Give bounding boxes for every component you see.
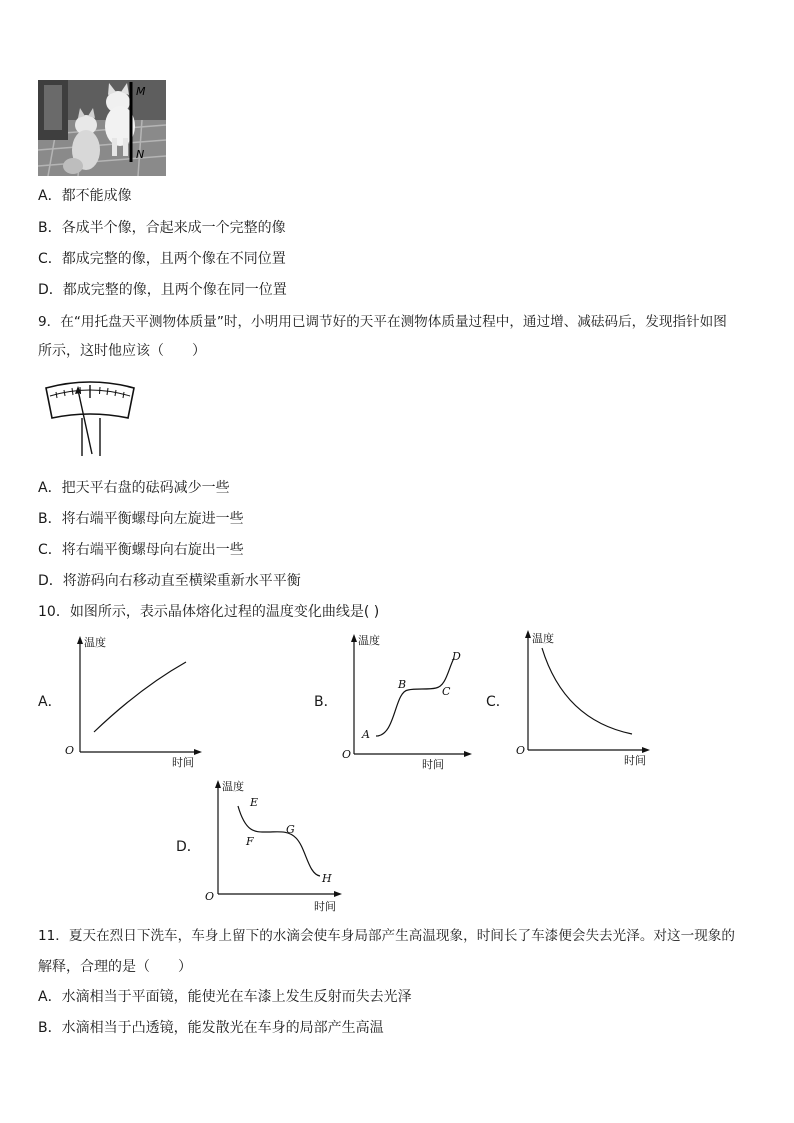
q9-stem-line2: 所示，这时他应该（ ） [38, 343, 206, 359]
graph-b-origin: O [342, 748, 352, 761]
q11-option-b[interactable]: B．水滴相当于凸透镜，能发散光在车身的局部产生高温 [38, 1020, 384, 1036]
graph-b-point-c: C [442, 685, 451, 698]
q10-stem: 10．如图所示，表示晶体熔化过程的温度变化曲线是( ) [38, 604, 380, 620]
graph-b-point-b: B [398, 678, 407, 691]
graph-b-ylabel: 温度 [358, 634, 380, 647]
graph-b-point-a: A [362, 728, 370, 741]
q10-graph-b [338, 630, 478, 772]
graph-b-xlabel: 时间 [422, 758, 444, 771]
q9-option-a[interactable]: A．把天平右盘的砝码减少一些 [38, 480, 230, 496]
q8-option-a[interactable]: A．都不能成像 [38, 188, 132, 204]
q10-graph-d [202, 776, 348, 916]
q9-stem-line1: 9．在“用托盘天平测物体质量”时，小明用已调节好的天平在测物体质量过程中，通过增、减砝码后，发现指针如图 [38, 314, 727, 330]
graph-d-point-g: G [286, 823, 295, 836]
graph-c-origin: O [516, 744, 526, 757]
q10-graph-d-letter[interactable]: D． [176, 839, 201, 855]
q8-option-d[interactable]: D．都成完整的像，且两个像在同一位置 [38, 282, 287, 298]
q11-stem-line1: 11．夏天在烈日下洗车，车身上留下的水滴会使车身局部产生高温现象，时间长了车漆便会失去光泽。对这一现象的 [38, 928, 735, 944]
label-m: M [136, 85, 146, 98]
q9-option-c[interactable]: C．将右端平衡螺母向右旋出一些 [38, 542, 244, 558]
graph-d-point-h: H [322, 872, 332, 885]
q8-option-b[interactable]: B．各成半个像，合起来成一个完整的像 [38, 220, 286, 236]
q10-graph-a-letter[interactable]: A． [38, 694, 62, 710]
graph-d-origin: O [205, 890, 215, 903]
graph-d-ylabel: 温度 [222, 780, 244, 793]
graph-c-xlabel: 时间 [624, 754, 646, 767]
q10-graph-a [60, 634, 210, 770]
graph-b-point-d: D [452, 650, 461, 663]
q9-option-b[interactable]: B．将右端平衡螺母向左旋进一些 [38, 511, 244, 527]
graph-a-xlabel: 时间 [172, 756, 194, 769]
q10-graph-c [512, 628, 658, 770]
q11-stem-line2: 解释，合理的是（ ） [38, 959, 192, 975]
q11-option-a[interactable]: A．水滴相当于平面镜，能使光在车漆上发生反射而失去光泽 [38, 989, 412, 1005]
balance-pointer-figure [42, 378, 138, 456]
mirror-cat-photo [38, 80, 166, 176]
graph-d-xlabel: 时间 [314, 900, 336, 913]
q10-graph-b-letter[interactable]: B． [314, 694, 338, 710]
label-n: N [136, 148, 145, 161]
q8-option-c[interactable]: C．都成完整的像，且两个像在不同位置 [38, 251, 286, 267]
q10-graph-c-letter[interactable]: C． [486, 694, 510, 710]
graph-a-origin: O [65, 744, 75, 757]
graph-a-ylabel: 温度 [84, 636, 106, 649]
graph-c-ylabel: 温度 [532, 632, 554, 645]
graph-d-point-f: F [246, 835, 254, 848]
graph-d-point-e: E [250, 796, 259, 809]
q9-option-d[interactable]: D．将游码向右移动直至横梁重新水平平衡 [38, 573, 301, 589]
